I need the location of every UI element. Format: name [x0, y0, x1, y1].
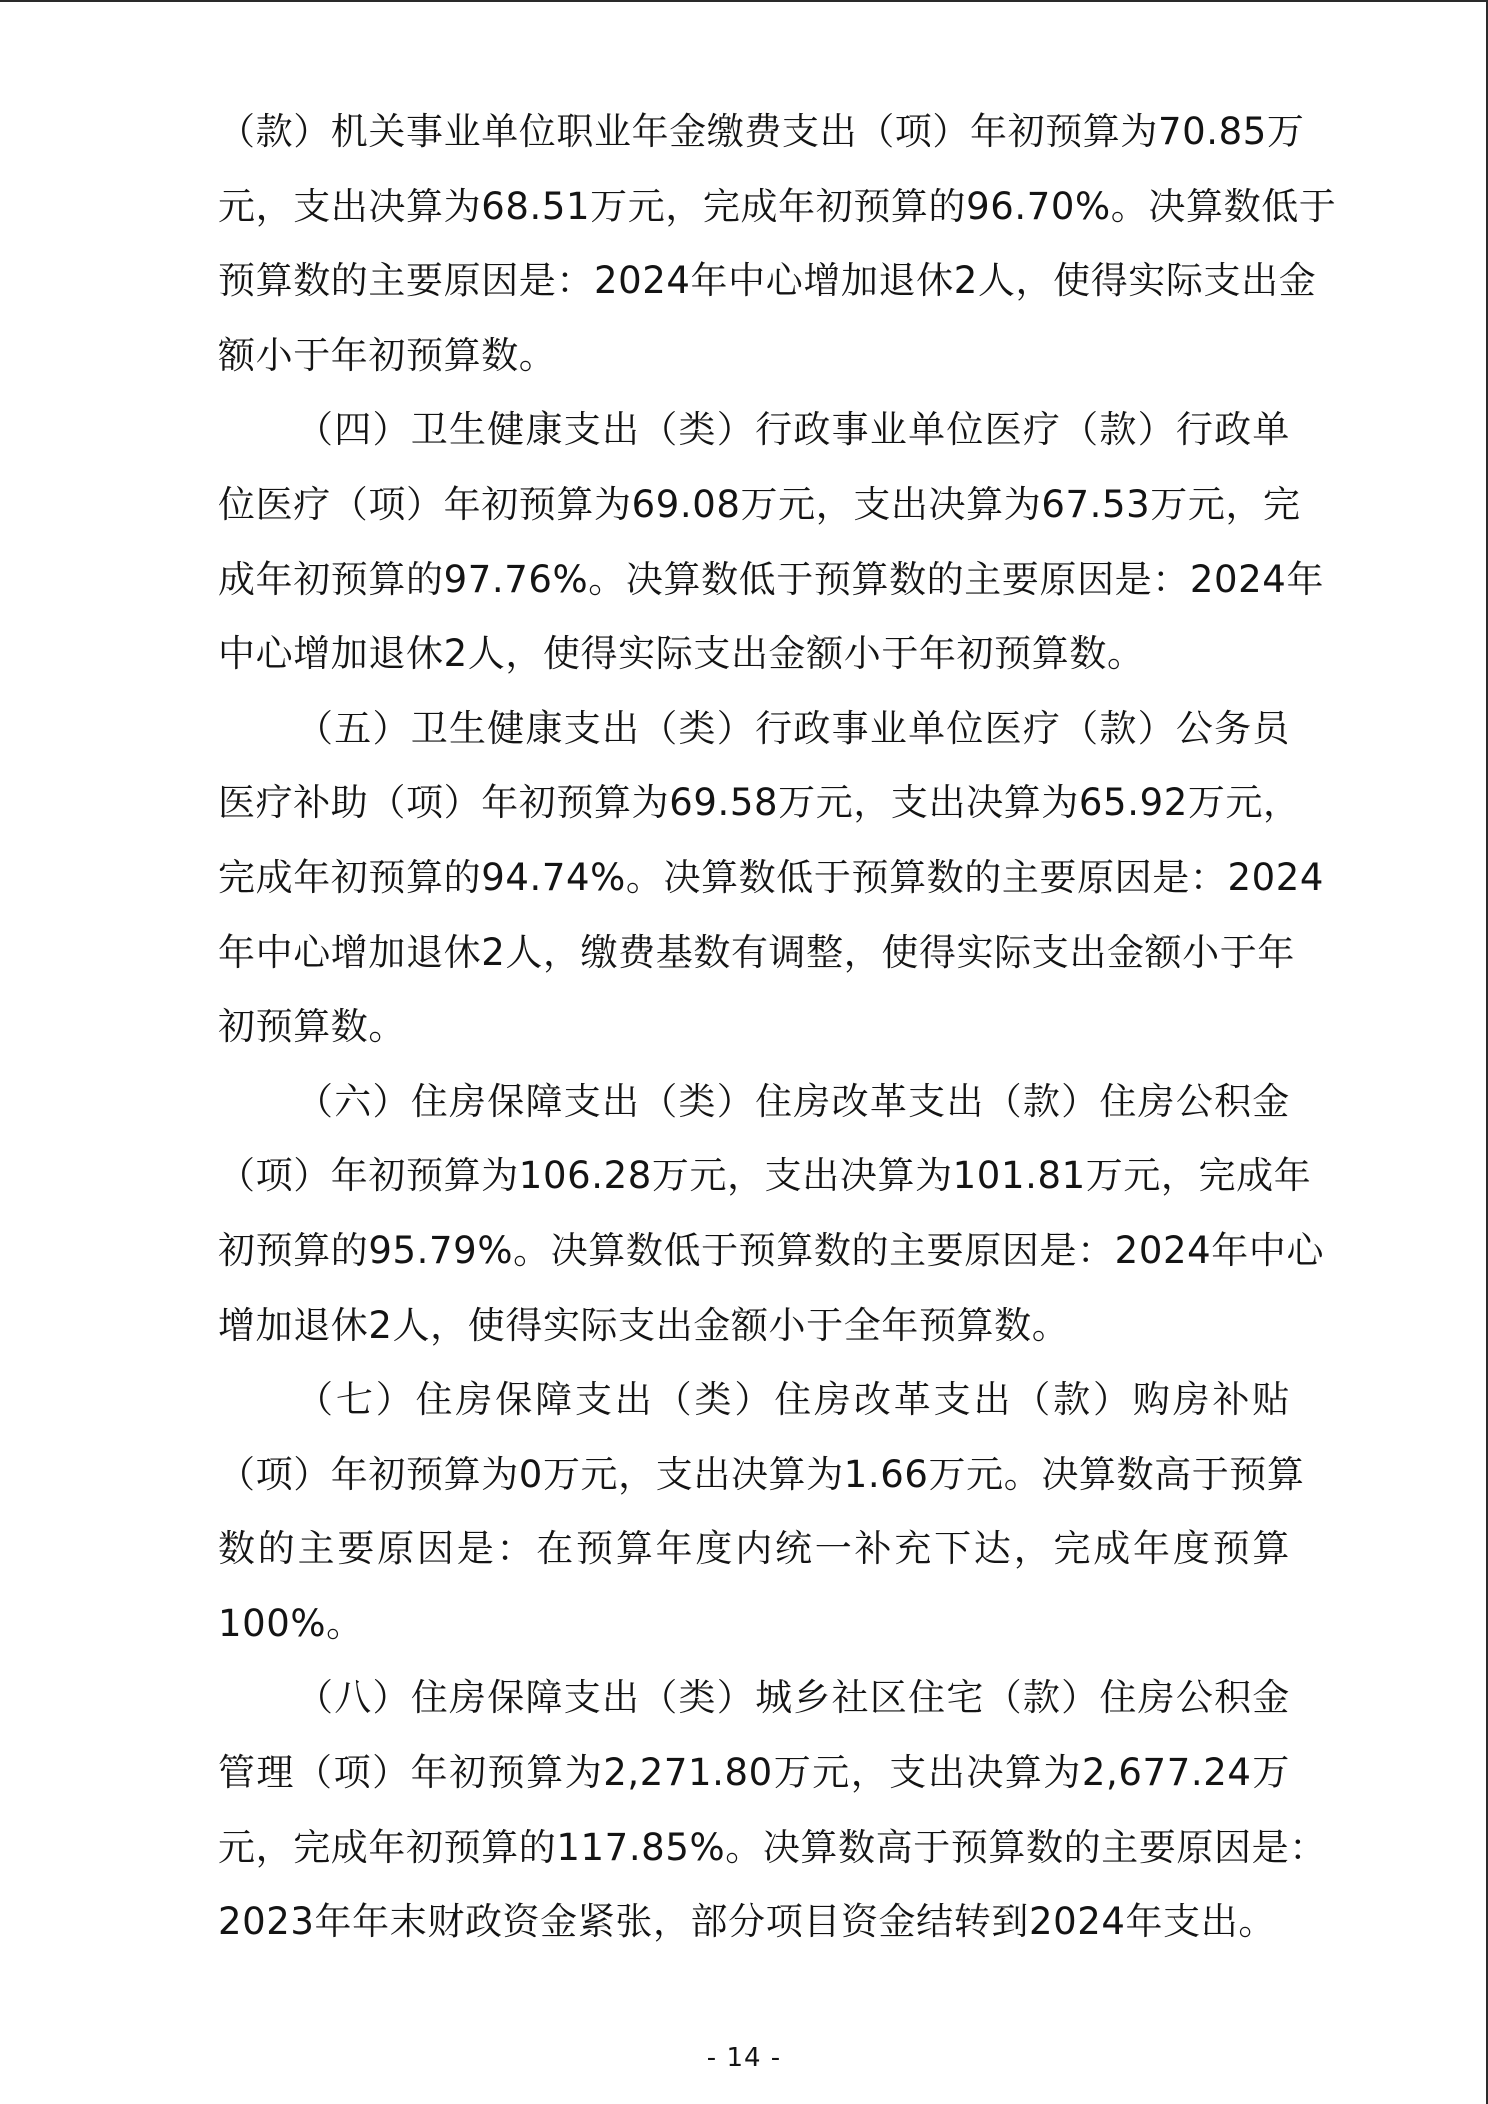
text-line: 额小于年初预算数。 — [218, 333, 557, 377]
page-border-top — [0, 0, 1488, 2]
text-line: 元，完成年初预算的117.85%。决算数高于预算数的主要原因是： — [218, 1825, 1327, 1869]
paragraph-heading-6: （六）住房保障支出（类）住房改革支出（款）住房公积金 — [296, 1079, 1290, 1123]
text-line: （项）年初预算为106.28万元，支出决算为101.81万元，完成年 — [218, 1154, 1312, 1198]
text-line: 预算数的主要原因是：2024年中心增加退休2人，使得实际支出金 — [218, 259, 1317, 303]
text-line: 医疗补助（项）年初预算为69.58万元，支出决算为65.92万元， — [218, 781, 1301, 825]
text-line: 完成年初预算的94.74%。决算数低于预算数的主要原因是：2024 — [218, 855, 1325, 899]
text-line: 初预算数。 — [218, 1005, 406, 1049]
text-line: 中心增加退休2人，使得实际支出金额小于年初预算数。 — [218, 632, 1145, 676]
text-line: 管理（项）年初预算为2,271.80万元，支出决算为2,677.24万 — [218, 1751, 1290, 1795]
text-line: 100%。 — [218, 1601, 364, 1645]
page-number: - 14 - — [706, 2043, 782, 2073]
text-line: 位医疗（项）年初预算为69.08万元，支出决算为67.53万元，完 — [218, 482, 1301, 526]
text-line: 增加退休2人，使得实际支出金额小于全年预算数。 — [218, 1303, 1070, 1347]
paragraph-heading-7: （七）住房保障支出（类）住房改革支出（款）购房补贴 — [296, 1378, 1290, 1422]
text-line: （项）年初预算为0万元，支出决算为1.66万元。决算数高于预算 — [218, 1452, 1305, 1496]
text-line: 2023年年末财政资金紧张，部分项目资金结转到2024年支出。 — [218, 1900, 1276, 1944]
text-line: （款）机关事业单位职业年金缴费支出（项）年初预算为70.85万 — [218, 110, 1305, 153]
text-line: 成年初预算的97.76%。决算数低于预算数的主要原因是：2024年 — [218, 557, 1325, 601]
text-line: 年中心增加退休2人，缴费基数有调整，使得实际支出金额小于年 — [218, 930, 1295, 974]
paragraph-heading-5: （五）卫生健康支出（类）行政事业单位医疗（款）公务员 — [296, 706, 1290, 750]
paragraph-heading-8: （八）住房保障支出（类）城乡社区住宅（款）住房公积金 — [296, 1676, 1290, 1720]
text-line: 元，支出决算为68.51万元，完成年初预算的96.70%。决算数低于 — [218, 184, 1337, 228]
text-line: 数的主要原因是：在预算年度内统一补充下达，完成年度预算 — [218, 1527, 1290, 1571]
text-line: 初预算的95.79%。决算数低于预算数的主要原因是：2024年中心 — [218, 1228, 1325, 1272]
paragraph-heading-4: （四）卫生健康支出（类）行政事业单位医疗（款）行政单 — [296, 408, 1290, 452]
document-body — [218, 95, 1337, 1960]
